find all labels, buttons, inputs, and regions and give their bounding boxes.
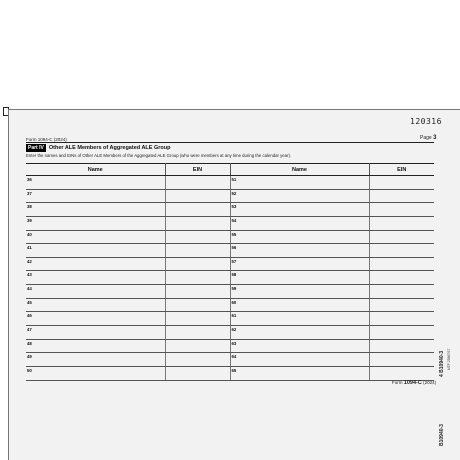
ein-cell-left[interactable] — [165, 176, 230, 190]
name-cell-left[interactable] — [26, 203, 165, 217]
line-number: 40 — [27, 231, 32, 237]
ein-cell-left[interactable] — [165, 244, 230, 258]
table-row — [26, 244, 434, 258]
name-cell-right[interactable] — [230, 285, 369, 299]
page-number: 3 — [433, 135, 437, 141]
name-cell-right[interactable] — [230, 257, 369, 271]
name-cell-right[interactable] — [230, 230, 369, 244]
name-cell-left[interactable] — [26, 257, 165, 271]
name-cell-left[interactable] — [26, 285, 165, 299]
name-cell-right[interactable] — [230, 353, 369, 367]
name-cell-left[interactable] — [26, 326, 165, 340]
line-number: 41 — [27, 245, 32, 251]
footer-form-prefix: Form — [392, 380, 403, 385]
line-number: 39 — [27, 217, 32, 223]
ein-cell-right[interactable] — [369, 189, 434, 203]
line-number: 49 — [27, 354, 32, 360]
line-number: 42 — [27, 258, 32, 264]
name-cell-left[interactable] — [26, 312, 165, 326]
ein-cell-left[interactable] — [165, 366, 230, 380]
line-number: 53 — [231, 204, 237, 210]
name-cell-left[interactable] — [26, 189, 165, 203]
table-row — [26, 176, 434, 190]
table-body — [26, 176, 434, 381]
name-cell-left[interactable] — [26, 353, 165, 367]
line-number: 47 — [27, 327, 32, 333]
ein-cell-right[interactable] — [369, 298, 434, 312]
side-code-bottom: B10940-3 — [439, 424, 445, 446]
form-footer — [392, 380, 436, 386]
line-number: 44 — [27, 286, 32, 292]
ein-cell-left[interactable] — [165, 257, 230, 271]
ein-cell-right[interactable] — [369, 216, 434, 230]
table-row — [26, 216, 434, 230]
line-number: 55 — [231, 231, 237, 237]
table-row — [26, 298, 434, 312]
line-number: 38 — [27, 204, 32, 210]
line-number: 45 — [27, 299, 32, 305]
ein-cell-right[interactable] — [369, 312, 434, 326]
footer-form-name: 1094-C — [403, 380, 422, 386]
form-id-code: 120316 — [410, 117, 442, 126]
line-number: 50 — [27, 367, 32, 373]
table-row — [26, 271, 434, 285]
ein-cell-left[interactable] — [165, 203, 230, 217]
line-number: 59 — [231, 286, 237, 292]
name-cell-right[interactable] — [230, 244, 369, 258]
ein-cell-right[interactable] — [369, 353, 434, 367]
ein-cell-right[interactable] — [369, 285, 434, 299]
table-row — [26, 285, 434, 299]
table-row — [26, 203, 434, 217]
name-cell-right[interactable] — [230, 366, 369, 380]
line-number: 60 — [231, 299, 237, 305]
name-cell-left[interactable] — [26, 230, 165, 244]
ein-cell-right[interactable] — [369, 326, 434, 340]
side-code-top: 4 B10940-3 — [439, 350, 445, 377]
line-number: 48 — [27, 340, 32, 346]
line-number: 65 — [231, 367, 237, 373]
line-number: 46 — [27, 313, 32, 319]
header-ein-right: EIN — [369, 164, 434, 176]
form-label: Form 1094-C (2024) — [26, 137, 67, 142]
ein-cell-left[interactable] — [165, 230, 230, 244]
line-number: 64 — [231, 354, 237, 360]
name-cell-left[interactable] — [26, 244, 165, 258]
footer-form-year: (2024) — [423, 380, 437, 385]
name-cell-left[interactable] — [26, 339, 165, 353]
name-cell-right[interactable] — [230, 326, 369, 340]
side-code-small: NTF 2586767 — [447, 348, 451, 370]
name-cell-right[interactable] — [230, 312, 369, 326]
table-row — [26, 312, 434, 326]
ein-cell-left[interactable] — [165, 339, 230, 353]
line-number: 54 — [231, 217, 237, 223]
name-cell-right[interactable] — [230, 216, 369, 230]
name-cell-right[interactable] — [230, 339, 369, 353]
ein-cell-right[interactable] — [369, 244, 434, 258]
name-cell-right[interactable] — [230, 271, 369, 285]
name-cell-left[interactable] — [26, 366, 165, 380]
table-row — [26, 189, 434, 203]
table-row — [26, 326, 434, 340]
table-row — [26, 257, 434, 271]
ein-cell-left[interactable] — [165, 216, 230, 230]
line-number: 57 — [231, 258, 237, 264]
table-row — [26, 230, 434, 244]
name-cell-left[interactable] — [26, 298, 165, 312]
ale-members-table — [26, 163, 434, 381]
ein-cell-left[interactable] — [165, 271, 230, 285]
name-cell-left[interactable] — [26, 271, 165, 285]
table-row — [26, 353, 434, 367]
name-cell-right[interactable] — [230, 203, 369, 217]
part-header — [26, 142, 434, 152]
part-title: Other ALE Members of Aggregated ALE Group — [48, 144, 171, 151]
ein-cell-left[interactable] — [165, 298, 230, 312]
ein-cell-right[interactable] — [369, 257, 434, 271]
table-header-row — [26, 164, 434, 176]
ein-cell-right[interactable] — [369, 366, 434, 380]
part-instruction: Enter the names and EINs of Other ALE Members of the Aggregated ALE Group (who were members at any time during the calendar year). — [26, 153, 292, 158]
ein-cell-left[interactable] — [165, 189, 230, 203]
line-number: 63 — [231, 340, 237, 346]
line-number: 37 — [27, 190, 32, 196]
ein-cell-left[interactable] — [165, 353, 230, 367]
line-number: 43 — [27, 272, 32, 278]
line-number: 52 — [231, 190, 237, 196]
line-number: 36 — [27, 177, 32, 182]
header-name-right: Name — [230, 164, 369, 176]
line-number: 56 — [231, 245, 237, 251]
ein-cell-right[interactable] — [369, 230, 434, 244]
ein-cell-right[interactable] — [369, 339, 434, 353]
name-cell-left[interactable] — [26, 176, 165, 190]
header-name-left: Name — [26, 164, 165, 176]
ein-cell-right[interactable] — [369, 271, 434, 285]
name-cell-right[interactable] — [230, 189, 369, 203]
line-number: 62 — [231, 327, 237, 333]
ein-cell-left[interactable] — [165, 312, 230, 326]
ein-cell-left[interactable] — [165, 285, 230, 299]
name-cell-left[interactable] — [26, 216, 165, 230]
table-row — [26, 366, 434, 380]
ein-cell-right[interactable] — [369, 176, 434, 190]
line-number: 61 — [231, 313, 237, 319]
line-number: 51 — [231, 177, 237, 182]
ein-cell-right[interactable] — [369, 203, 434, 217]
name-cell-right[interactable] — [230, 176, 369, 190]
page-indicator — [420, 135, 436, 141]
part-badge: Part IV — [28, 144, 44, 151]
ein-cell-left[interactable] — [165, 326, 230, 340]
table-row — [26, 339, 434, 353]
name-cell-right[interactable] — [230, 298, 369, 312]
line-number: 58 — [231, 272, 237, 278]
header-ein-left: EIN — [165, 164, 230, 176]
page-label: Page — [420, 135, 432, 141]
